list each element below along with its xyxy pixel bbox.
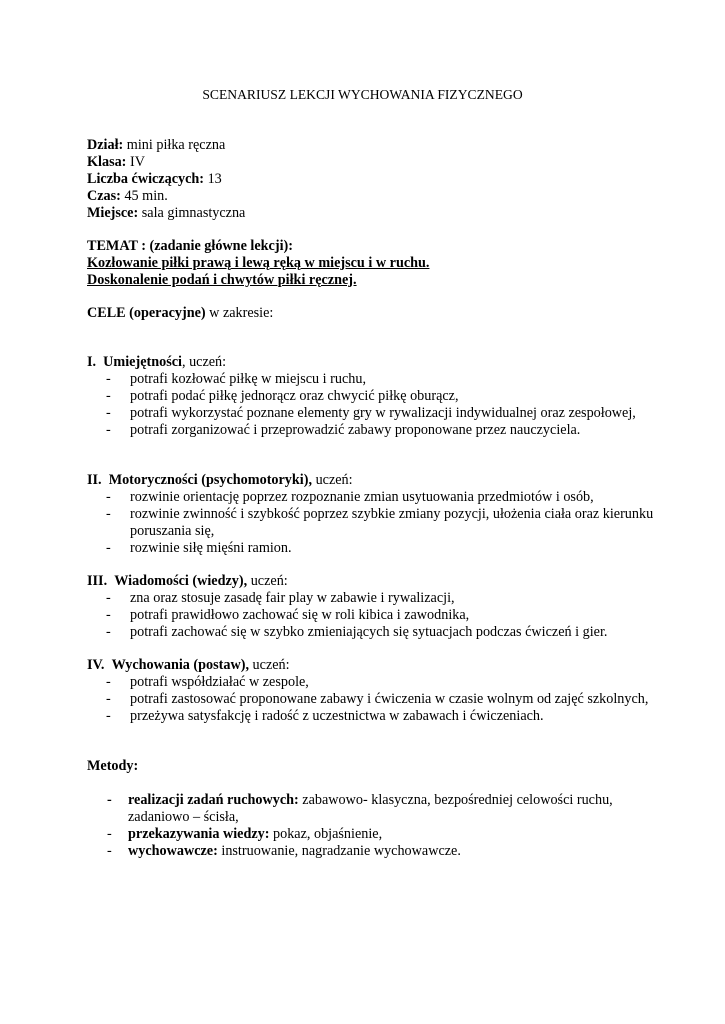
section-motorycznosci xyxy=(87,472,665,557)
list-item: - zna oraz stosuje zasadę fair play w zabawie i rywalizacji, xyxy=(106,590,455,606)
section-heading: I. Umiejętności, uczeń: xyxy=(87,354,227,370)
list-item: - rozwinie zwinność i szybkość poprzez szybkie zmiany pozycji, ułożenia ciała oraz kierunku poruszania się, xyxy=(106,506,654,539)
temat-heading: TEMAT : (zadanie główne lekcji): xyxy=(87,238,293,254)
list-item: - wychowawcze: instruowanie, nagradzanie wychowawcze. xyxy=(107,843,461,859)
list-item: - potrafi zachować się w szybko zmieniających się sytuacjach podczas ćwiczeń i gier. xyxy=(106,624,608,640)
meta-klasa: Klasa: IV xyxy=(87,154,145,170)
list-item: - potrafi zastosować proponowane zabawy i ćwiczenia w czasie wolnym od zajęć szkolnych, xyxy=(106,691,649,707)
list-item: - realizacji zadań ruchowych: zabawowo- klasyczna, bezpośredniej celowości ruchu, zadaniowo – ścisła, xyxy=(107,792,613,825)
section-heading: II. Motoryczności (psychomotoryki), uczeń: xyxy=(87,472,353,488)
section-heading: IV. Wychowania (postaw), uczeń: xyxy=(87,657,290,673)
meta-czas: Czas: 45 min. xyxy=(87,188,168,204)
section-umiejetnosci xyxy=(87,354,665,439)
temat-line-2: Doskonalenie podań i chwytów piłki ręcznej. xyxy=(87,272,357,288)
meta-dzial: Dział: mini piłka ręczna xyxy=(87,137,226,153)
cele-heading: CELE (operacyjne) w zakresie: xyxy=(87,305,274,321)
document-title: SCENARIUSZ LEKCJI WYCHOWANIA FIZYCZNEGO xyxy=(202,87,523,102)
section-wiadomosci xyxy=(87,573,665,641)
list-item: - potrafi podać piłkę jednorącz oraz chwycić piłkę oburącz, xyxy=(106,388,459,404)
list-item: - rozwinie siłę mięśni ramion. xyxy=(106,540,292,556)
meta-block xyxy=(87,137,665,222)
meta-liczba: Liczba ćwiczących: 13 xyxy=(87,171,222,187)
list-item: - potrafi prawidłowo zachować się w roli kibica i zawodnika, xyxy=(106,607,470,623)
list-item: - potrafi kozłować piłkę w miejscu i ruchu, xyxy=(106,371,366,387)
section-heading: III. Wiadomości (wiedzy), uczeń: xyxy=(87,573,288,589)
list-item: - potrafi zorganizować i przeprowadzić zabawy proponowane przez nauczyciela. xyxy=(106,422,581,438)
meta-miejsce: Miejsce: sala gimnastyczna xyxy=(87,205,246,221)
temat-block xyxy=(87,238,665,289)
temat-line-1: Kozłowanie piłki prawą i lewą ręką w miejscu i w ruchu. xyxy=(87,255,430,271)
section-wychowania xyxy=(87,657,665,725)
metody-heading: Metody: xyxy=(87,758,139,774)
list-item: - rozwinie orientację poprzez rozpoznanie zmian usytuowania przedmiotów i osób, xyxy=(106,489,594,505)
list-item: - przeżywa satysfakcję i radość z uczestnictwa w zabawach i ćwiczeniach. xyxy=(106,708,544,724)
list-item: - potrafi współdziałać w zespole, xyxy=(106,674,309,690)
list-item: - potrafi wykorzystać poznane elementy gry w rywalizacji indywidualnej oraz zespołowej, xyxy=(106,405,636,421)
list-item: - przekazywania wiedzy: pokaz, objaśnienie, xyxy=(107,826,383,842)
metody-list xyxy=(87,792,665,860)
